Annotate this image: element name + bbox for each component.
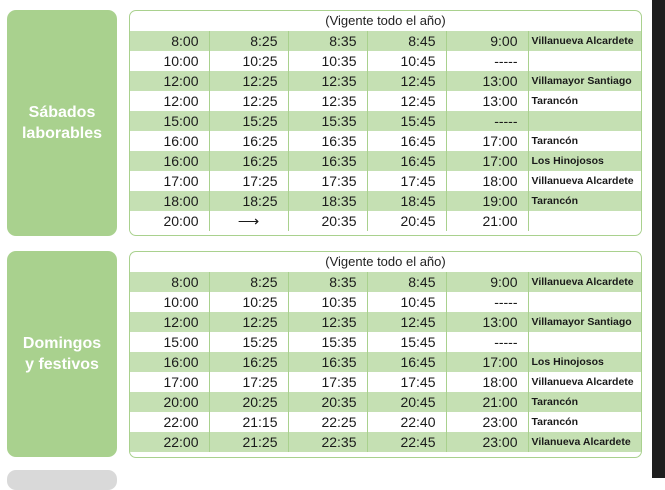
- day-type-label-line2: laborables: [21, 125, 103, 142]
- destination-cell: Villamayor Santiago: [528, 312, 641, 332]
- destination-cell: [528, 111, 641, 131]
- table-row: [130, 151, 641, 171]
- validity-note: (Vigente todo el año): [325, 254, 446, 269]
- time-cell: 23:00: [446, 432, 528, 452]
- window-edge: [652, 0, 665, 478]
- table-row: [130, 272, 641, 292]
- time-cell: 22:35: [288, 432, 367, 452]
- time-cell: 13:00: [446, 71, 528, 91]
- time-cell: -----: [446, 332, 528, 352]
- time-cell: 10:45: [367, 292, 446, 312]
- time-cell: 23:00: [446, 412, 528, 432]
- destination-cell: Tarancón: [528, 412, 641, 432]
- time-cell: 22:00: [130, 432, 209, 452]
- destination-cell: [528, 332, 641, 352]
- time-cell: 21:00: [446, 211, 528, 231]
- time-cell: 16:25: [209, 151, 288, 171]
- time-cell: 20:00: [130, 392, 209, 412]
- destination-cell: [528, 211, 641, 231]
- table-row: [130, 352, 641, 372]
- time-cell: 16:00: [130, 352, 209, 372]
- day-type-label-line2: y festivos: [25, 356, 99, 373]
- time-cell: 22:45: [367, 432, 446, 452]
- time-cell: 16:45: [367, 352, 446, 372]
- time-cell: 16:25: [209, 352, 288, 372]
- time-cell: 13:00: [446, 312, 528, 332]
- time-cell: 22:25: [288, 412, 367, 432]
- time-cell: 12:45: [367, 91, 446, 111]
- destination-cell: Los Hinojosos: [528, 352, 641, 372]
- time-cell: 20:35: [288, 211, 367, 231]
- time-cell: 18:25: [209, 191, 288, 211]
- time-cell: 13:00: [446, 91, 528, 111]
- time-cell: 8:00: [130, 31, 209, 51]
- time-cell: 15:25: [209, 111, 288, 131]
- time-cell: 20:35: [288, 392, 367, 412]
- time-cell: 17:25: [209, 171, 288, 191]
- table-row: [130, 312, 641, 332]
- time-cell: 8:25: [209, 272, 288, 292]
- time-cell: 12:45: [367, 312, 446, 332]
- day-type-label: [7, 10, 117, 236]
- time-cell: ⟶: [209, 211, 288, 231]
- time-cell: 18:00: [446, 171, 528, 191]
- time-cell: 15:00: [130, 111, 209, 131]
- table-row: [130, 111, 641, 131]
- time-cell: 20:45: [367, 211, 446, 231]
- time-cell: 20:00: [130, 211, 209, 231]
- time-cell: 8:35: [288, 272, 367, 292]
- time-cell: 10:00: [130, 292, 209, 312]
- table-row: [130, 211, 641, 231]
- time-cell: 20:45: [367, 392, 446, 412]
- table-row: [130, 131, 641, 151]
- time-cell: 10:35: [288, 292, 367, 312]
- time-cell: 17:00: [446, 352, 528, 372]
- time-cell: 17:35: [288, 171, 367, 191]
- time-cell: 8:00: [130, 272, 209, 292]
- time-cell: 16:35: [288, 352, 367, 372]
- table-row: [130, 412, 641, 432]
- time-cell: 8:45: [367, 272, 446, 292]
- time-cell: 12:25: [209, 91, 288, 111]
- time-cell: 10:35: [288, 51, 367, 71]
- table-row: [130, 432, 641, 452]
- destination-cell: Tarancón: [528, 191, 641, 211]
- time-cell: 12:00: [130, 312, 209, 332]
- destination-cell: Tarancón: [528, 91, 641, 111]
- table-row: [130, 71, 641, 91]
- time-cell: 18:00: [446, 372, 528, 392]
- table-row: [130, 31, 641, 51]
- time-cell: 12:00: [130, 71, 209, 91]
- time-cell: 17:00: [446, 131, 528, 151]
- time-cell: 16:45: [367, 151, 446, 171]
- table-row: [130, 372, 641, 392]
- time-cell: 9:00: [446, 31, 528, 51]
- table-row: [130, 51, 641, 71]
- time-cell: 15:45: [367, 332, 446, 352]
- schedule-section-saturdays: [7, 10, 642, 236]
- time-cell: 20:25: [209, 392, 288, 412]
- time-cell: 21:00: [446, 392, 528, 412]
- time-cell: -----: [446, 51, 528, 71]
- time-cell: 16:45: [367, 131, 446, 151]
- time-cell: 8:45: [367, 31, 446, 51]
- time-cell: 12:25: [209, 312, 288, 332]
- table-row: [130, 171, 641, 191]
- time-cell: 12:00: [130, 91, 209, 111]
- time-cell: 8:35: [288, 31, 367, 51]
- timetable: [129, 10, 642, 236]
- time-cell: 21:15: [209, 412, 288, 432]
- next-section-label-box: [7, 470, 117, 490]
- time-cell: 10:25: [209, 51, 288, 71]
- time-cell: 10:00: [130, 51, 209, 71]
- timetable-grid: [130, 31, 641, 231]
- time-cell: 10:45: [367, 51, 446, 71]
- day-type-label-line1: Sábados: [28, 104, 96, 121]
- time-cell: 21:25: [209, 432, 288, 452]
- time-cell: -----: [446, 111, 528, 131]
- time-cell: 16:35: [288, 131, 367, 151]
- schedule-section-sundays: [7, 251, 642, 457]
- time-cell: 19:00: [446, 191, 528, 211]
- time-cell: 17:00: [446, 151, 528, 171]
- time-cell: 17:25: [209, 372, 288, 392]
- time-cell: 17:00: [130, 372, 209, 392]
- destination-cell: Villanueva Alcardete: [528, 372, 641, 392]
- timetable: [129, 251, 642, 458]
- time-cell: 15:45: [367, 111, 446, 131]
- time-cell: 17:00: [130, 171, 209, 191]
- time-cell: 17:45: [367, 171, 446, 191]
- destination-cell: Villamayor Santiago: [528, 71, 641, 91]
- time-cell: 10:25: [209, 292, 288, 312]
- time-cell: 16:25: [209, 131, 288, 151]
- time-cell: 8:25: [209, 31, 288, 51]
- time-cell: 16:35: [288, 151, 367, 171]
- destination-cell: Tarancón: [528, 131, 641, 151]
- time-cell: 17:45: [367, 372, 446, 392]
- time-cell: 16:00: [130, 131, 209, 151]
- destination-cell: Los Hinojosos: [528, 151, 641, 171]
- time-cell: 17:35: [288, 372, 367, 392]
- time-cell: 15:35: [288, 111, 367, 131]
- time-cell: 18:00: [130, 191, 209, 211]
- day-type-label: [7, 251, 117, 457]
- destination-cell: Villanueva Alcardete: [528, 31, 641, 51]
- destination-cell: Tarancón: [528, 392, 641, 412]
- time-cell: 12:45: [367, 71, 446, 91]
- time-cell: 16:00: [130, 151, 209, 171]
- time-cell: 9:00: [446, 272, 528, 292]
- time-cell: 12:35: [288, 312, 367, 332]
- time-cell: 15:25: [209, 332, 288, 352]
- validity-note: (Vigente todo el año): [325, 13, 446, 28]
- destination-cell: [528, 51, 641, 71]
- timetable-grid: [130, 272, 641, 452]
- destination-cell: Vilanueva Alcardete: [528, 432, 641, 452]
- table-row: [130, 392, 641, 412]
- table-row: [130, 191, 641, 211]
- time-cell: 12:25: [209, 71, 288, 91]
- time-cell: 22:40: [367, 412, 446, 432]
- table-row: [130, 91, 641, 111]
- destination-cell: [528, 292, 641, 312]
- destination-cell: Villanueva Alcardete: [528, 171, 641, 191]
- time-cell: 18:45: [367, 191, 446, 211]
- time-cell: 12:35: [288, 71, 367, 91]
- destination-cell: Villanueva Alcardete: [528, 272, 641, 292]
- time-cell: 15:35: [288, 332, 367, 352]
- time-cell: 18:35: [288, 191, 367, 211]
- time-cell: -----: [446, 292, 528, 312]
- table-row: [130, 292, 641, 312]
- time-cell: 22:00: [130, 412, 209, 432]
- time-cell: 12:35: [288, 91, 367, 111]
- time-cell: 15:00: [130, 332, 209, 352]
- table-row: [130, 332, 641, 352]
- day-type-label-line1: Domingos: [22, 335, 102, 352]
